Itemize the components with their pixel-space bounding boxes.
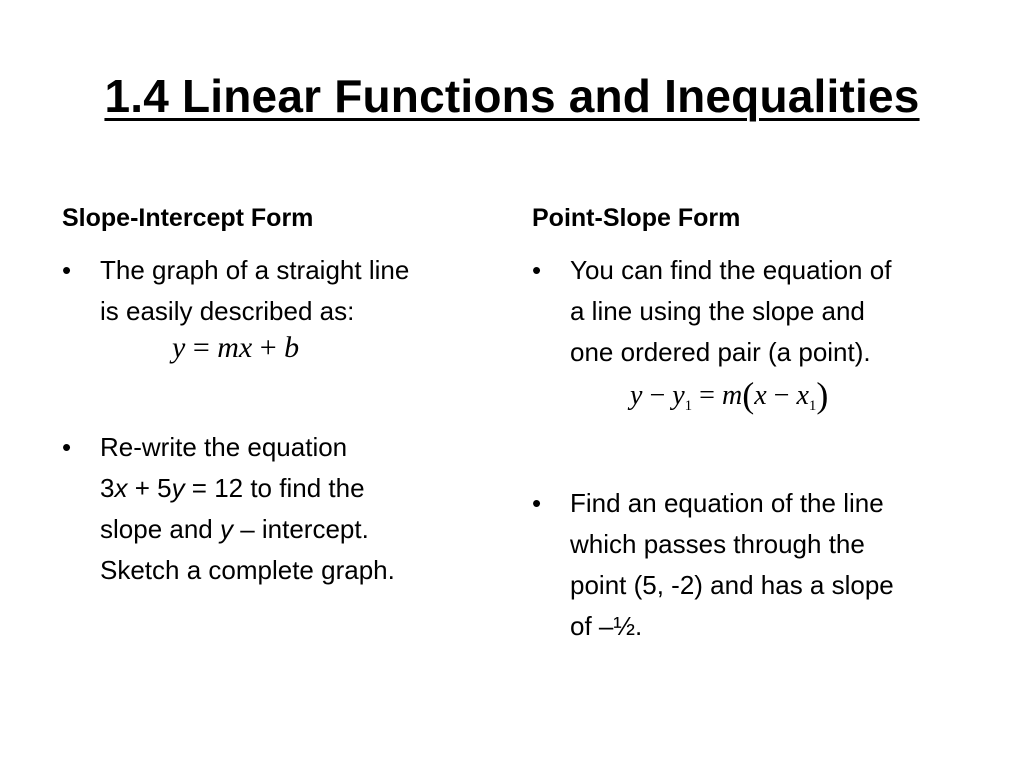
bullet-dot: •	[532, 488, 542, 518]
bullet-dot: •	[62, 432, 72, 462]
right-bullet-2-line-3: point (5, -2) and has a slope	[570, 570, 894, 600]
eq-m: m	[721, 380, 743, 411]
eq-y: y	[630, 380, 643, 411]
eq-equals: =	[699, 380, 715, 411]
text-3: 3	[100, 473, 115, 503]
var-y: y	[171, 473, 185, 503]
left-bullet-2	[62, 427, 502, 591]
point-slope-equation	[630, 375, 982, 426]
bullet-dot: •	[532, 255, 542, 285]
bullet-dot: •	[62, 255, 72, 285]
left-bullet-2-line-3	[100, 509, 502, 550]
eq-x: x	[754, 380, 767, 411]
eq-right-paren: )	[816, 375, 829, 415]
right-bullet-2-line-1: Find an equation of the line	[570, 488, 884, 518]
eq-sub-1: 1	[684, 398, 693, 414]
point-slope-heading: Point-Slope Form	[532, 204, 741, 232]
text-intercept: – intercept.	[232, 514, 369, 544]
right-bullet-2-line-4: of –½.	[570, 611, 643, 641]
text-equals-12: = 12 to find the	[184, 473, 365, 503]
text-slope-and: slope and	[100, 514, 220, 544]
right-bullet-2-line-2: which passes through the	[570, 529, 865, 559]
var-x: x	[114, 473, 128, 503]
left-bullet-2-line-4: Sketch a complete graph.	[100, 555, 395, 585]
left-bullet-1-line-2: is easily described as:	[100, 296, 355, 326]
eq-minus: −	[649, 380, 666, 411]
eq-b: b	[284, 331, 300, 364]
slide-title	[0, 66, 1024, 126]
right-bullet-1-line-1: You can find the equation of	[570, 255, 892, 285]
var-y: y	[219, 514, 233, 544]
slide-title-text: 1.4 Linear Functions and Inequalities	[104, 70, 920, 122]
right-bullet-1-line-2: a line using the slope and	[570, 296, 865, 326]
right-bullet-2	[532, 483, 982, 647]
right-bullet-1-line-3: one ordered pair (a point).	[570, 337, 871, 367]
eq-x1: x	[796, 380, 809, 411]
eq-minus: −	[773, 380, 790, 411]
left-bullet-2-line-2	[100, 468, 502, 509]
eq-y: y	[172, 331, 186, 364]
left-bullet-1	[62, 250, 502, 368]
left-bullet-1-line-1: The graph of a straight line	[100, 255, 410, 285]
eq-equals: =	[192, 331, 210, 364]
right-column	[532, 196, 982, 647]
eq-left-paren: (	[742, 375, 755, 415]
eq-y1: y	[672, 380, 685, 411]
eq-plus: +	[259, 331, 277, 364]
slope-intercept-heading: Slope-Intercept Form	[62, 204, 314, 232]
slope-intercept-equation	[172, 328, 502, 368]
right-bullet-1	[532, 250, 982, 426]
left-bullet-2-line-1: Re-write the equation	[100, 432, 348, 462]
eq-mx: mx	[217, 331, 253, 364]
eq-sub-1: 1	[808, 398, 817, 414]
text-plus-5: + 5	[127, 473, 172, 503]
left-column	[62, 196, 502, 591]
